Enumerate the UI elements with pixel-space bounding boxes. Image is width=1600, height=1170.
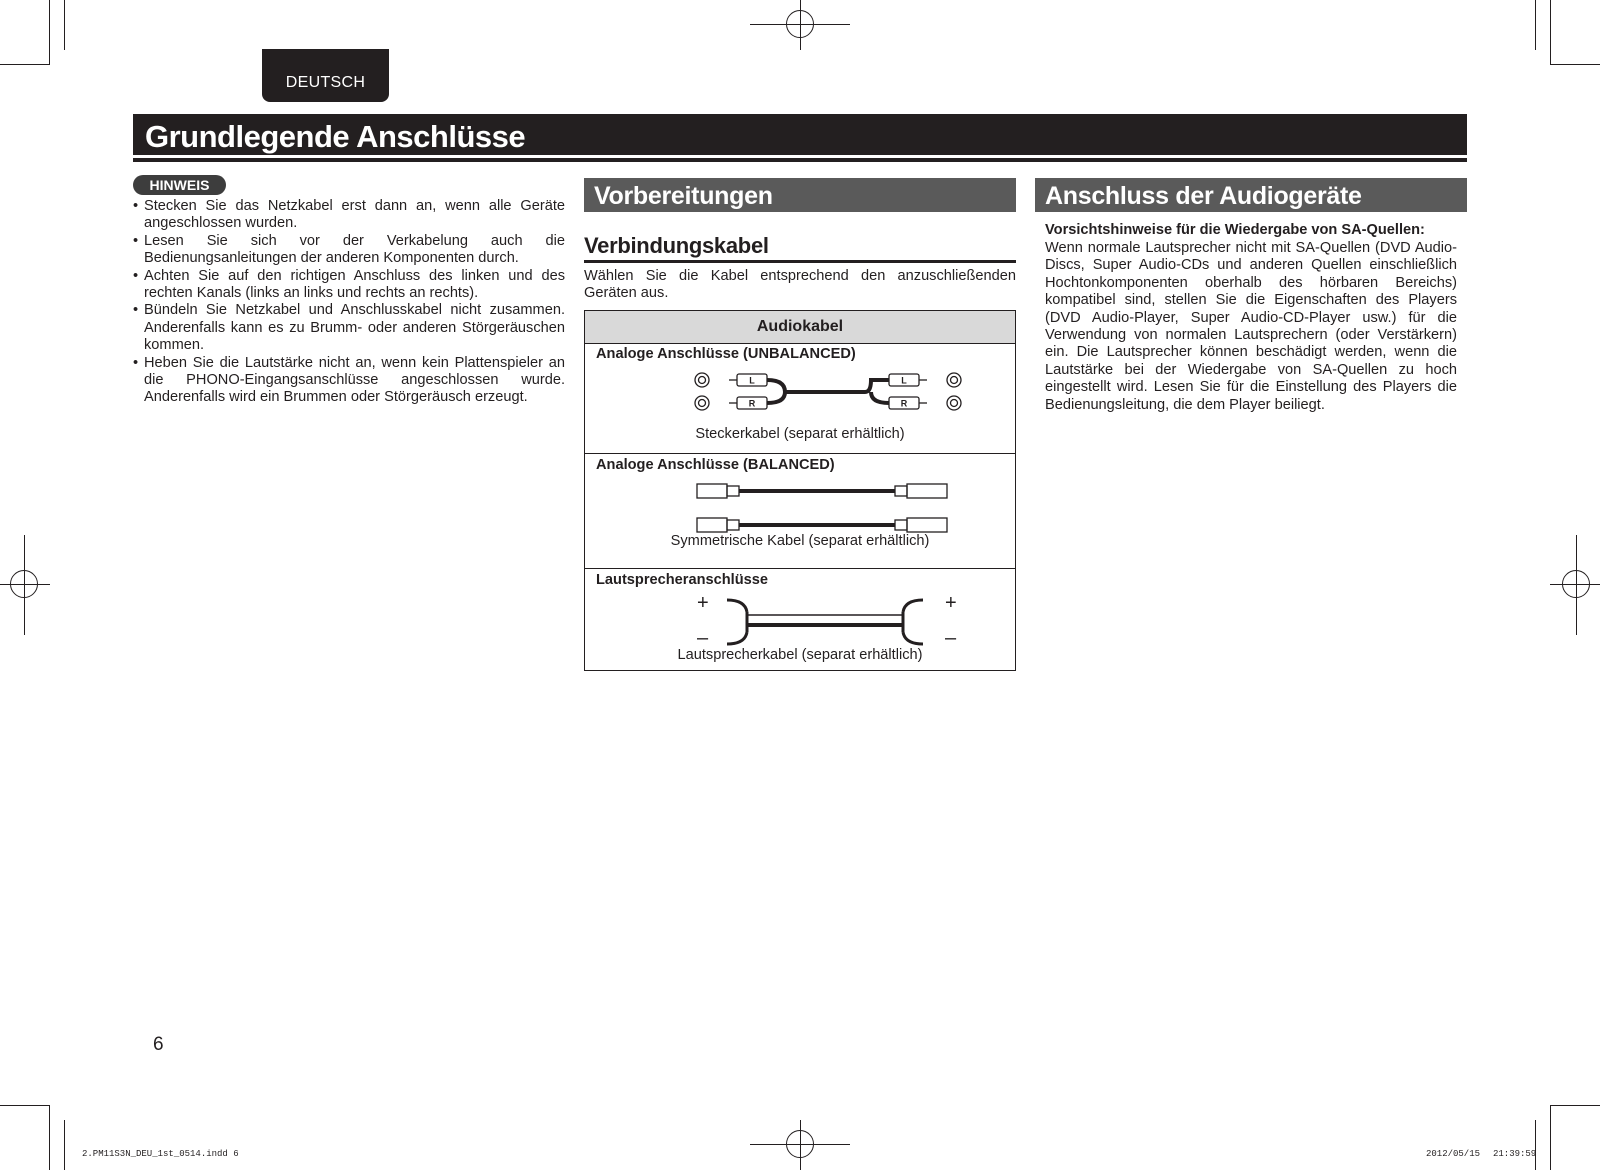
subheading-verbindungskabel: Verbindungskabel: [584, 232, 1016, 263]
plug-label-l: L: [901, 375, 907, 386]
hinweis-list: [133, 198, 565, 407]
plug-label-l: L: [749, 375, 755, 386]
section-heading-audiogeraete: Anschluss der Audiogeräte: [1035, 178, 1467, 212]
slug-date: 2012/05/15: [1426, 1149, 1481, 1159]
table-row: [585, 343, 1015, 454]
bullet-icon: •: [133, 354, 139, 371]
list-item: • Heben Sie die Lautstärke nicht an, wenn kein Plattenspieler an die PHONO-Eingangsanschlüsse angeschlossen wurde. Anderenfalls wird ein Brummen oder Störgeräusch erzeugt.: [133, 354, 565, 406]
cable-table: [584, 310, 1016, 671]
row-label: Lautsprecheranschlüsse: [596, 572, 768, 588]
table-header: Audiokabel: [585, 311, 1015, 344]
language-tab: DEUTSCH: [262, 49, 389, 102]
plug-label-r: R: [900, 398, 908, 409]
bullet-icon: •: [133, 232, 139, 249]
page-number: 6: [153, 1034, 164, 1055]
list-item: • Bündeln Sie Netzkabel und Anschlusskabel nicht zusammen. Anderenfalls kann es zu Brumm- oder anderen Störgeräuschen kommen.: [133, 302, 565, 354]
row-label: Analoge Anschlüsse (BALANCED): [596, 457, 835, 473]
sa-warning-title: Vorsichtshinweise für die Wiedergabe von SA-Quellen:: [1045, 222, 1425, 238]
section-heading-vorbereitungen: Vorbereitungen: [584, 178, 1016, 212]
slug-file: 2.PM11S3N_DEU_1st_0514.indd 6: [82, 1149, 239, 1159]
bullet-icon: •: [133, 302, 139, 319]
intro-text: Wählen Sie die Kabel entsprechend den anzuschließenden Geräten aus.: [584, 268, 1016, 302]
xlr-cable-illustration: [695, 478, 955, 538]
row-label: Analoge Anschlüsse (UNBALANCED): [596, 346, 856, 362]
plug-label-r: R: [748, 398, 756, 409]
plus-label: +: [945, 592, 957, 614]
page-title: Grundlegende Anschlüsse: [133, 114, 1467, 155]
minus-label: –: [945, 627, 957, 649]
table-row: [585, 569, 1015, 671]
row-caption: Symmetrische Kabel (separat erhältlich): [670, 533, 930, 549]
hinweis-badge: HINWEIS: [133, 175, 226, 195]
bullet-icon: •: [133, 198, 139, 214]
row-caption: Steckerkabel (separat erhältlich): [695, 426, 905, 442]
minus-label: –: [697, 627, 709, 649]
bullet-icon: •: [133, 267, 139, 284]
slug-time: 21:39:59: [1493, 1149, 1537, 1159]
title-rule: [133, 158, 1467, 162]
speaker-cable-illustration: [725, 597, 925, 647]
rca-cable-illustration: [693, 369, 963, 419]
plus-label: +: [697, 592, 709, 614]
row-caption: Lautsprecherkabel (separat erhältlich): [677, 647, 923, 663]
list-item: • Lesen Sie sich vor der Verkabelung auch die Bedienungsanleitungen der anderen Komponenten durch.: [133, 232, 565, 267]
list-item: • Stecken Sie das Netzkabel erst dann an, wenn alle Geräte angeschlossen wurden.: [133, 198, 565, 232]
sa-warning-text: Wenn normale Lautsprecher nicht mit SA-Quellen (DVD Audio-Discs, Super Audio-CDs und anderen Quellen einschließlich Hochtonkomponenten oberhalb des hörbaren Bereichs) kompatibel sind, stellen Sie die Eigenschaften des Players (DVD Audio-Player, Super Audio-CD-Player usw.) für die Verwendung von normalen Lautsprechern (oder Verstärkern) ein. Die Lautsprecher können beschädigt werden, wenn die Lautstärke bei der Wiedergabe von SA-Quellen zu hoch eingestellt wird. Lesen Sie für die Einstellung des Players die Bedienungsleitung, die dem Player beiliegt.: [1045, 240, 1457, 413]
table-row: [585, 454, 1015, 569]
list-item: • Achten Sie auf den richtigen Anschluss des linken und des rechten Kanals (links an links und rechts an rechts).: [133, 267, 565, 302]
